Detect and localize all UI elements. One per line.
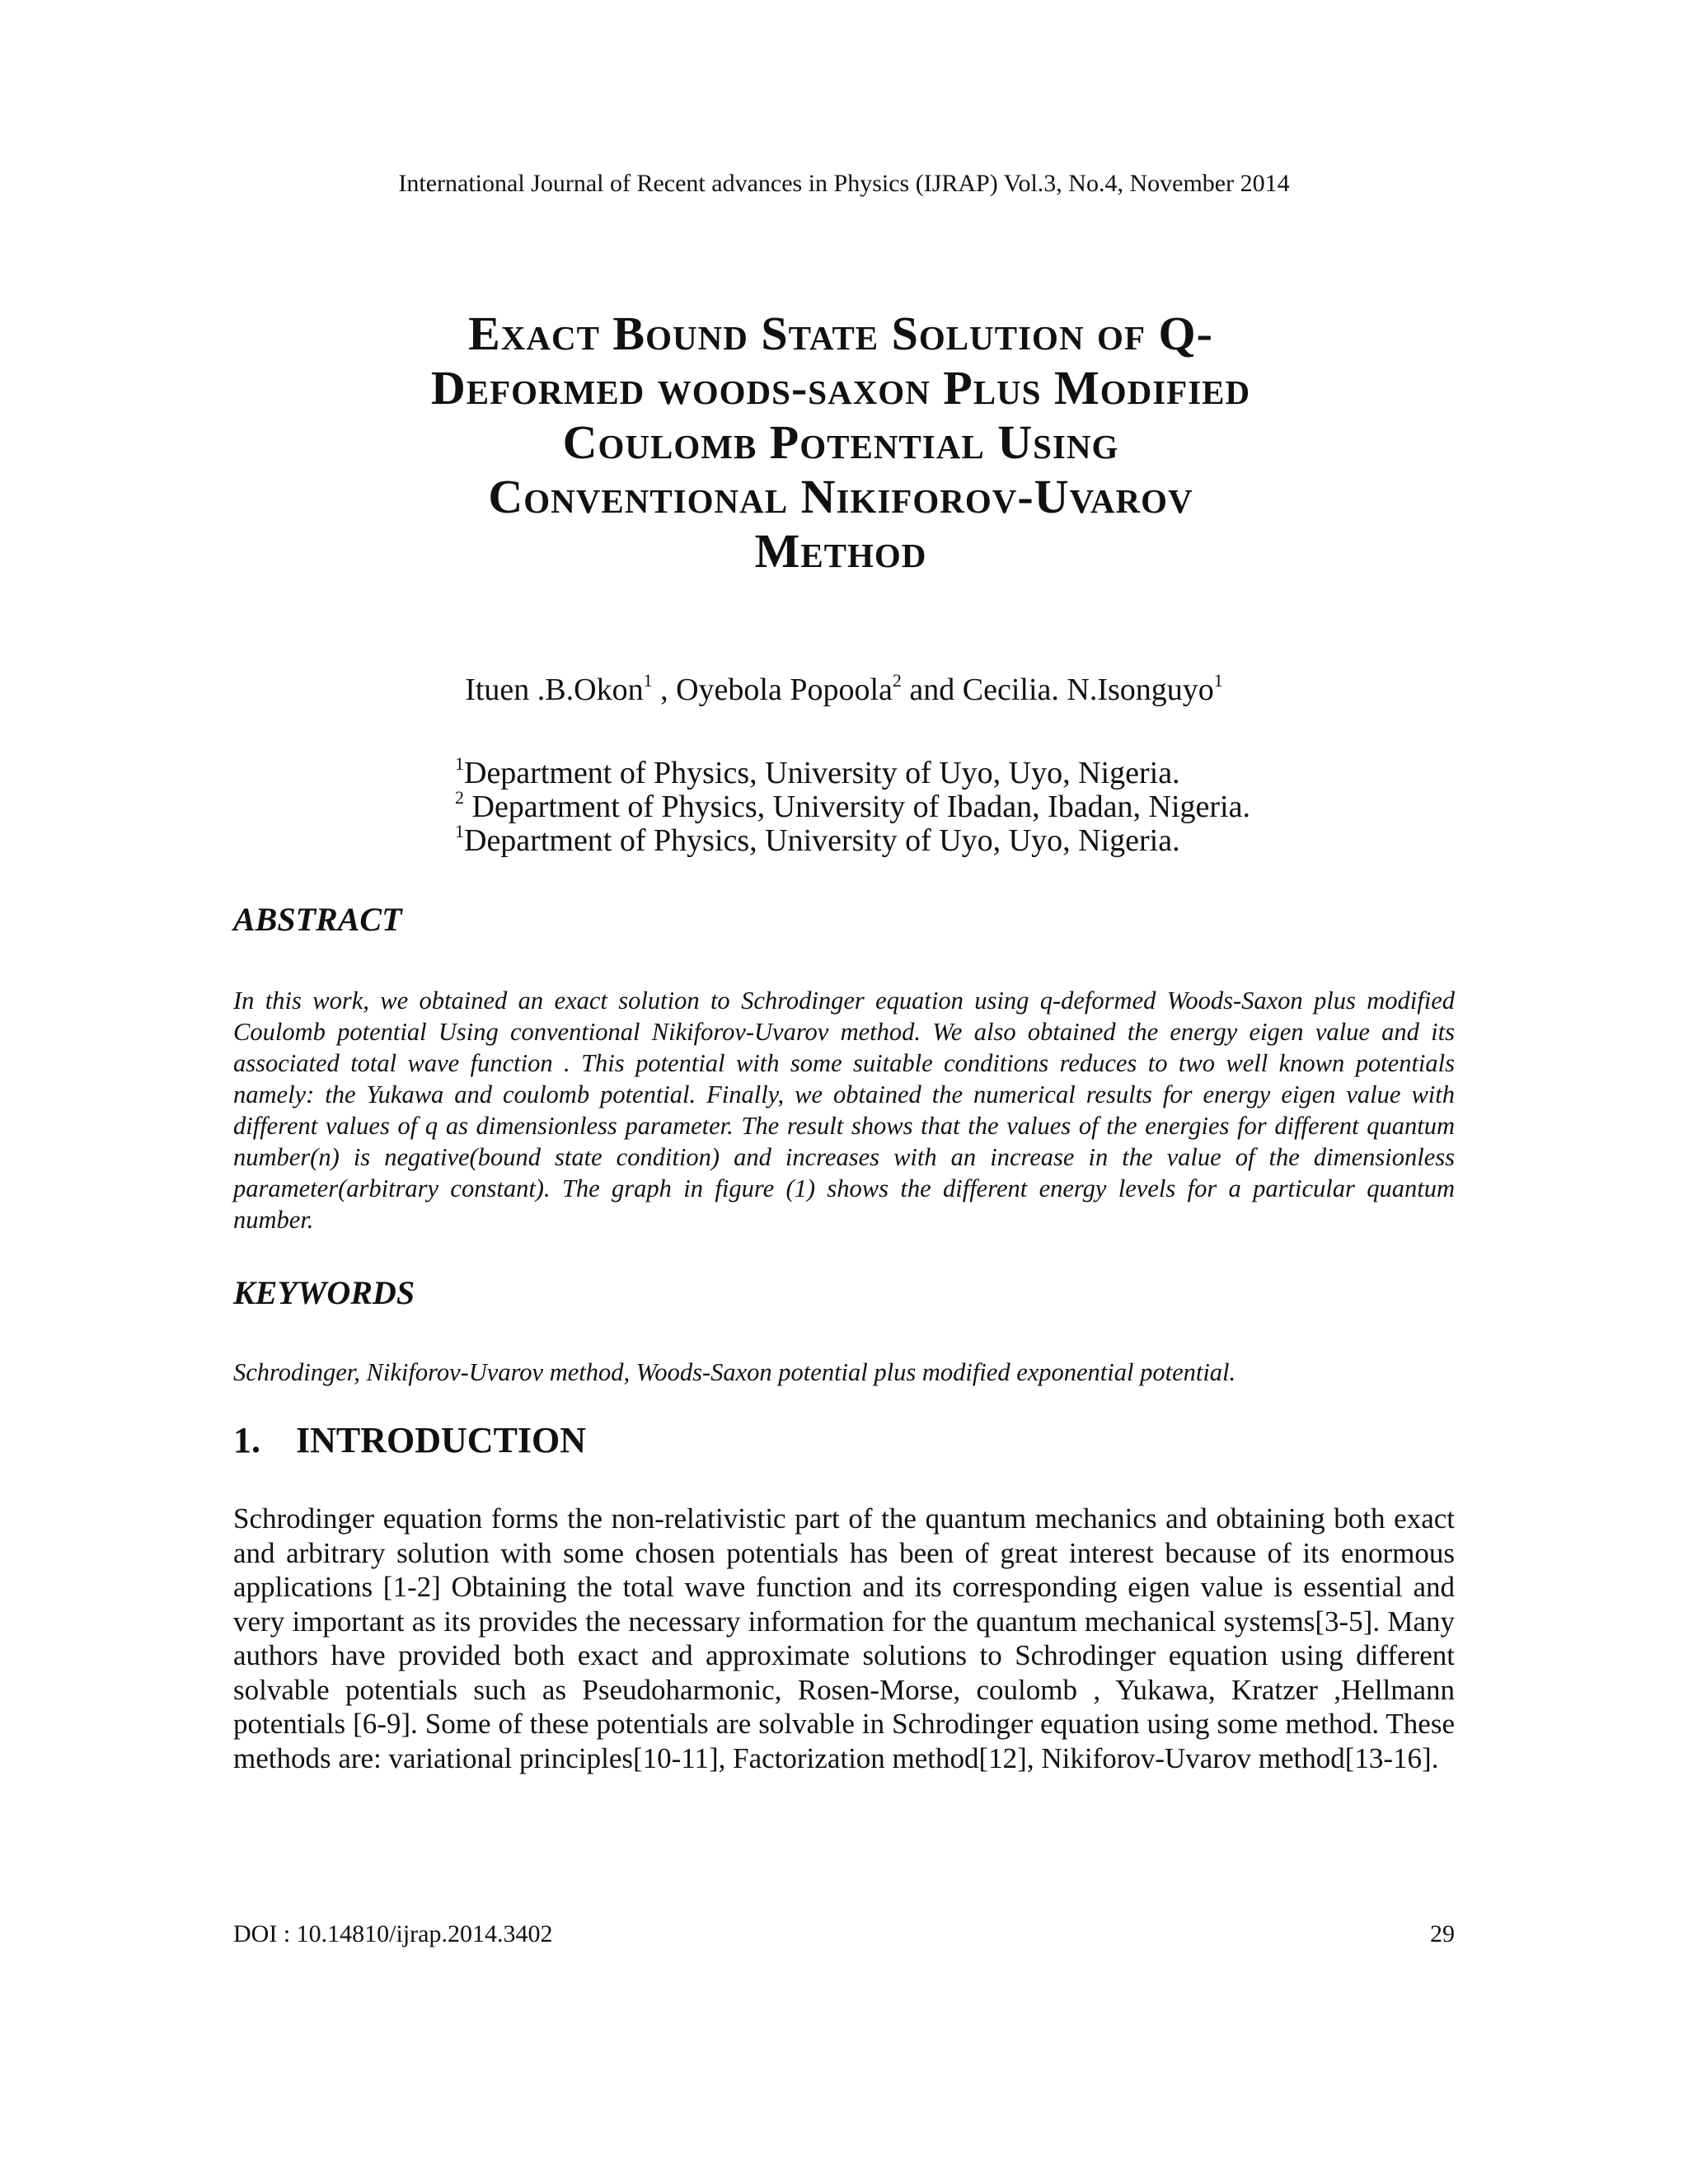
affiliation-text: Department of Physics, University of Ibadan, Ibadan, Nigeria.	[464, 790, 1250, 824]
section-number: 1.	[233, 1420, 260, 1460]
affiliation-sup: 1	[455, 753, 464, 774]
affiliation-text: Department of Physics, University of Uyo, Uyo, Nigeria.	[464, 756, 1180, 790]
author-name: Ituen .B.Okon	[465, 673, 644, 707]
affiliation	[455, 821, 1444, 858]
affiliation	[455, 787, 1444, 824]
abstract-heading: ABSTRACT	[233, 901, 402, 938]
author-affil-sup: 1	[643, 670, 653, 691]
affiliation-sup: 2	[455, 787, 464, 808]
page-number: 29	[1430, 1920, 1455, 1947]
author-name: and Cecilia. N.Isonguyo	[901, 673, 1214, 707]
introduction-heading	[233, 1419, 586, 1461]
author-list	[0, 672, 1688, 710]
author-affil-sup: 1	[1213, 670, 1223, 691]
affiliation-sup: 1	[455, 821, 464, 841]
author-affil-sup: 2	[892, 670, 902, 691]
title-line: Deformed woods-saxon Plus Modified	[430, 361, 1251, 415]
doi: DOI : 10.14810/ijrap.2014.3402	[233, 1920, 553, 1947]
author-name: , Oyebola Popoola	[652, 673, 893, 707]
title-line: Exact Bound State Solution of Q-	[468, 307, 1213, 360]
keywords-heading: KEYWORDS	[233, 1274, 415, 1311]
paper-title	[206, 307, 1475, 579]
keywords-text: Schrodinger, Nikiforov-Uvarov method, Woods-Saxon potential plus modified exponential potential.	[233, 1358, 1236, 1386]
running-header: International Journal of Recent advances in Physics (IJRAP) Vol.3, No.4, November 2014	[398, 170, 1290, 197]
section-title: INTRODUCTION	[296, 1420, 587, 1460]
title-line: Conventional Nikiforov-Uvarov	[488, 470, 1193, 523]
affiliations	[455, 753, 1444, 858]
abstract-text: In this work, we obtained an exact solution to Schrodinger equation using q-deformed Woods-Saxon plus modified Coulomb potential Using conventional Nikiforov-Uvarov method. We also obtained the energy eigen value and its associated total wave function . This potential with some suitable conditions reduces to two well known potentials namely: the Yukawa and coulomb potential. Finally, we obtained the numerical results for energy eigen value with different values of q as dimensionless parameter. The result shows that the values of the energies for different quantum number(n) is negative(bound state condition) and increases with an increase in the value of the dimensionless parameter(arbitrary constant). The graph in figure (1) shows the different energy levels for a particular quantum number.	[233, 987, 1455, 1234]
title-line: Coulomb Potential Using	[562, 415, 1119, 469]
title-line: Method	[754, 524, 927, 578]
affiliation	[455, 753, 1444, 790]
introduction-text: Schrodinger equation forms the non-relativistic part of the quantum mechanics and obtaining both exact and arbitrary solution with some chosen potentials has been of great interest because of its enormous applications [1-2] Obtaining the total wave function and its corresponding eigen value is essential and very important as its provides the necessary information for the quantum mechanical systems[3-5]. Many authors have provided both exact and approximate solutions to Schrodinger equation using different solvable potentials such as Pseudoharmonic, Rosen-Morse, coulomb , Yukawa, Kratzer ,Hellmann potentials [6-9]. Some of these potentials are solvable in Schrodinger equation using some method. These methods are: variational principles[10-11], Factorization method[12], Nikiforov-Uvarov method[13-16].	[233, 1502, 1455, 1774]
affiliation-text: Department of Physics, University of Uyo, Uyo, Nigeria.	[464, 823, 1180, 858]
